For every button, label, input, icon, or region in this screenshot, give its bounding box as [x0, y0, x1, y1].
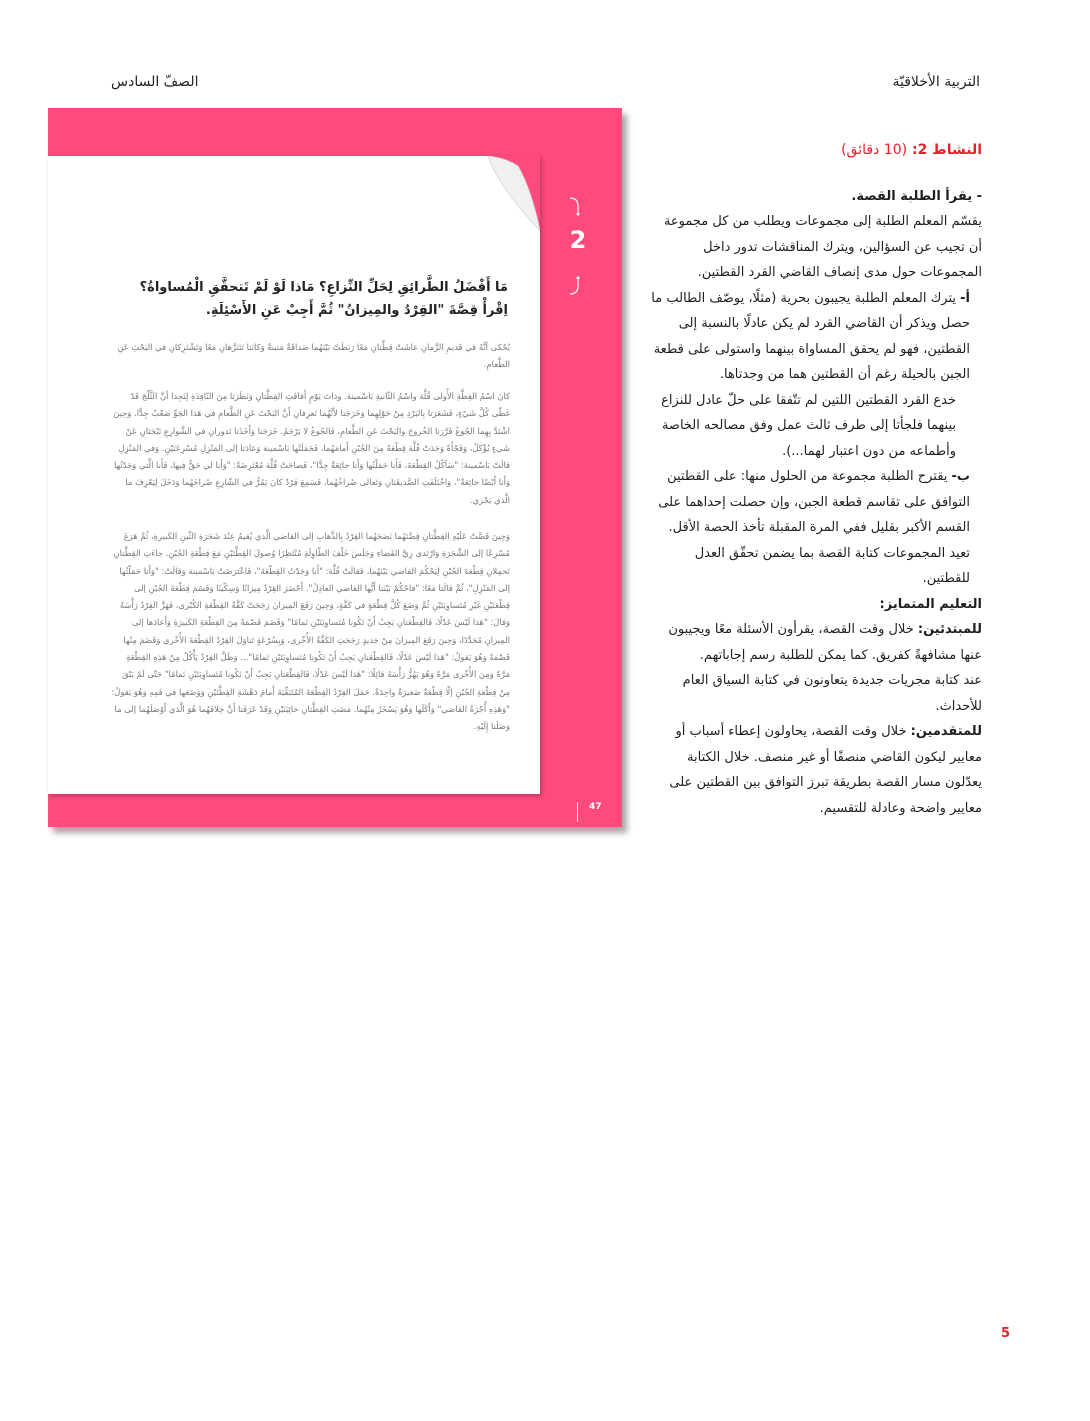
beginners-paragraph [650, 617, 982, 668]
book-page-sheet [48, 156, 540, 794]
read-story-instruction: - يقرأ الطلبة القصة. [851, 188, 982, 204]
page-curl-icon [488, 156, 540, 231]
advanced-paragraph [650, 719, 982, 821]
book-questions [88, 276, 508, 322]
beginners-label: للمبتدئين: [917, 622, 982, 637]
story-paragraph-2: كانَ اسْمُ القِطَّةِ الأُولى قُلَّة واسْمُ الثّانيةِ بَاسْمينة. وذاتَ يَوْمٍ أَفاقَتِ القِطَّتانِ وَنَظَرَتا مِنَ النّافِذَةِ لِتَجِدا أنَّ الثَّلْجَ قَدْ غَطّى كُلَّ شَيْءٍ، فَشَعَرَتا بِالبَرْدِ مِنْ حَوْلِهِما وَخَرَجَتا لأَنَّهُما تَعرِفانِ أَنَّ البَحْثَ عَنِ الطَّعامِ في هَذا الجَوِّ صَعْبٌ جِدًّا. وَحِينَ اشْتَدَّ بِهِما الجُوعُ قَرَّرَتا الخُروجَ والبَحْثَ عَنِ الطَّعامِ، فَالجُوعُ لا يَرْحَمُ. خَرَجَتا وَأَخَذَتا تَدورانِ في الشَّوارِعِ تَبْحَثانِ عَنْ شَيءٍ يُؤْكَلُ، وَفَجْأَةً وَجَدَتْ قُلَّة قِطْعَةً مِنَ الجُبْنِ أَمامَهُما، فَحَمَلَتْها بَاسْمينة وَعادَتا إلى المَنْزِلِ مُسْرِعَتَيْنِ. وَفي المَنْزِلِ قالَتْ بَاسْمينة: "سَآكُلُ القِطْعَةَ، فَأَنا حَمَلْتُها وَأَنا جائِعَةٌ جِدًّا"، فَصاحَتْ قُلَّة مُعْتَرِضَةً: "وَأَنا لي حَقٌّ فِيها، فَأَنا الَّتي وَجَدْتُها وَأَنا أَيْضًا جائِعَةٌ"، وَاخْتَلَفَتِ الصَّديقَتانِ وَتَعالى صُراخُهُما، فَسَمِعَ قِرْدٌ كانَ يَمُرُّ في الشّارِعِ صُراخَهُما وَدَخَلَ لِيَعْرِفَ ما الَّذي يَجْري. [113, 391, 510, 505]
item-a-continuation: خدع القرد القطتين اللتين لم تتّفقا على حلّ عادل للنزاع بينهما فلجأتا إلى طرف ثالث عمل وفق مصالحه الخاصة وأطماعه من دون اعتبار لهما...). [661, 392, 956, 459]
book-question-2: اِقْرأْ قِصَّةَ "القِرْدُ والمِيزانُ" ثُمَّ أَجِبْ عَنِ الأَسْئِلَةِ. [205, 303, 508, 318]
subject-header: التربية الأخلاقيّة [892, 74, 980, 90]
activity-title [650, 138, 982, 164]
item-a-text: يترك المعلم الطلبة يجيبون بحرية (مثلًا، يوصّف الطالب ما حصل ويذكر أن القاضي القرد لم يكن عادلًا بالنسبة إلى القطتين، فهو لم يحقق المساواة بينهما واستولى على قطعة الجبن بالحيلة رغم أن القطتين هما من وجدتاها. [651, 290, 970, 382]
item-b-text: يقترح الطلبة مجموعة من الحلول منها: على القطتين التوافق على تقاسم قطعة الجبن، وإن حصلت إحداهما على القسم الأكبر بقليل ففي المرة المقبلة تأخذ الحصة الأقل. [658, 469, 970, 535]
beginners-text: خلال وقت القصة، يقرأون الأسئلة معًا ويجيبون عنها مشافهةً كفريق. كما يمكن للطلبة رسم إجاباتهم. [668, 622, 982, 663]
rewrite-instruction: تعيد المجموعات كتابة القصة بما يضمن تحقّق العدل للقطتين. [694, 545, 970, 586]
advanced-text: خلال وقت القصة، يحاولون إعطاء أسباب أو معايير ليكون القاضي منصفًا أو غير منصف. خلال الكتابة يعدّلون مسار القصة بطريقة تبرز التوافق بين القطتين على معايير واضحة وعادلة للتقسيم. [669, 724, 982, 816]
advanced-label: للمتقدمين: [910, 724, 982, 739]
activity-intro: يقسّم المعلم الطلبة إلى مجموعات ويطلب من كل مجموعة أن تجيب عن السؤالين، ويترك المناقشات تدور داخل المجموعات حول مدى إنصاف القاضي القرد القطتين. [663, 214, 982, 280]
item-b [650, 464, 982, 541]
teacher-guide-column [650, 138, 982, 821]
item-a-label: أ- [960, 290, 970, 306]
story-paragraph-3: وَحِينَ قَصَّتْ عَلَيْهِ القِطَّتانِ قِصَّتَهُما نَصَحَهُما القِرْدُ بِالذَّهابِ إلى القاضي الَّذي يُقيمُ عِنْدَ شَجَرَةِ التِّينِ الكَبيرةِ، ثُمَّ هَرَعَ مُسْرِعًا إلى الشَّجَرَةِ وَارْتَدى زِيَّ القَضاءِ وَجَلَسَ خَلْفَ الطّاوِلَةِ مُنْتَظِرًا وُصولَ القِطَّتَيْنِ مَعَ قِطْعَةِ الجُبْنِ. جاءَتِ القِطَّتانِ تَحمِلانِ قِطْعَةَ الجُبْنِ لِيَحْكُمَ القاضي بَيْنَهُما، فَقالَتْ قُلَّة: "أَنا وَجَدْتُ القِطْعَةَ"، فَاعْتَرَضَتْ بَاسْمينة وَقالَتْ: "وَأَنا حَمَلْتُها إلى المَنْزِلِ"، ثُمَّ قالَتا مَعًا: "فاحْكُمْ بَيْنَنا أَيُّها القاضي العادِلُ". أَحْضَرَ القِرْدُ مِيزانًا وَسِكّينًا وَقَسَمَ قِطْعَةَ الجُبْنِ إلى قِطْعَتَيْنِ غَيْرِ مُتَساوِيَتَيْنِ ثُمَّ وَضَعَ كُلَّ قِطْعَةٍ في كَفَّةٍ، وَحِينَ رَفَعَ المِيزانَ رَجَحَتْ كَفَّةُ القِطْعَةِ الكُبْرى، فَهَزَّ القِرْدُ رَأْسَهُ وَقالَ: "هَذا لَيْسَ عَدْلًا، فَالقِطْعَتانِ يَجِبُ أَنْ تَكُونا مُتَساوِيَتَيْنِ تَمامًا" وَقَضَمَ قَضْمَةً مِنَ القِطْعَةِ الكَبيرَةِ وَأَعادَها إلى المِيزانِ مُجَدَّدًا، وَحِينَ رَفَعَ المِيزانَ مِنْ جَديدٍ رَجَحَتِ الكَفَّةُ الأُخْرى، وَبِسُرْعَةٍ تَناوَلَ القِرْدُ القِطْعَةَ الأُخْرى وَقَضَمَ مِنْها قَضْمَةً وَهُوَ يَقولُ: "هَذا لَيْسَ عَدْلًا، فَالقِطْعَتانِ يَجِبُ أَنْ تَكُونا مُتَساوِيَتَيْنِ تَمامًا"... وَظَلَّ القِرْدُ يَأْكُلُ مِنْ هَذِهِ القِطْعَةِ مَرَّةً وَمِنَ الأُخْرى مَرَّةً وَهُوَ يَهُزُّ رَأْسَهُ قائِلًا: "هَذا لَيْسَ عَدْلًا، فَالقِطْعَتانِ يَجِبُ أَنْ تَكُونا مُتَساوِيَتَيْنِ تَمامًا" حَتّى لَمْ يَبْقَ مِنْ قِطْعَةِ الجُبْنِ إلّا قِطْعَةٌ صَغيرَةٌ واحِدَةٌ. حَمَلَ القِرْدُ القِطْعَةَ المُتَبَقِّيَةَ أَمامَ دَهْشَةِ القِطَّتَيْنِ وَوَضَعَها في فَمِهِ وَهُوَ يَقولُ: "وَهَذِهِ أُجْرَةُ القاضي" وَأَكَلَها وَهُوَ يَسْخَرُ مِنْهُما. مَضَتِ القِطَّتانِ خائِبَتَيْنِ وَقَدْ عَرَفَتا أَنَّ خِلافَهُما هُوَ الَّذي أَوْصَلَهُما إلى ما وَصَلَتا إِلَيْهِ. [111, 531, 510, 732]
book-question-1: مَا أَفْضَلُ الطَّرائِقِ لِحَلِّ النِّزاعِ؟ مَاذا لَوْ لَمْ تَتحقَّقِ الْمُساواةُ؟ [139, 280, 508, 295]
book-page-image [48, 108, 622, 827]
page-number-divider [577, 802, 578, 822]
activity-duration: (10 دقائق) [841, 142, 908, 158]
item-b-label: ب- [951, 469, 970, 484]
activity-label: النشاط 2: [911, 142, 982, 158]
footer-page-number: 5 [1001, 1326, 1011, 1341]
story-paragraph-1: يُحْكى أنَّهُ في قَديمِ الزَّمانِ عاشَتْ قِطَّتانِ مَعًا رَبَطَتْ بَيْنَهُما صَداقَةٌ مَتينةٌ وَكانَتا تَتَنَزَّهانِ مَعًا وَتَشْتَرِكانِ في البَحْثِ عَنِ الطَّعامِ. [117, 342, 510, 370]
book-page-number: 47 [589, 802, 602, 812]
lesson-number: 2 [569, 226, 587, 254]
beginners-paragraph-2: عند كتابة مجريات جديدة يتعاونون في كتابة السياق العام للأحداث. [682, 673, 982, 714]
grade-header: الصفّ السادس [111, 74, 199, 90]
item-a [650, 286, 982, 388]
differentiation-title: التعليم المتمايز: [879, 596, 982, 612]
